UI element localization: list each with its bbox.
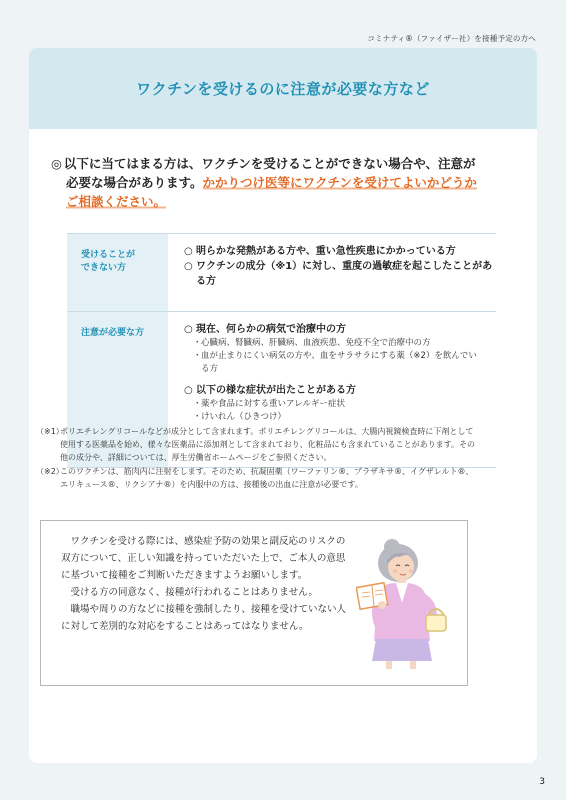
bullet-icon: ・ [193,338,202,348]
group-heading-text: 現在、何らかの病気で治療中の方 [196,324,346,335]
footnotes [36,425,481,492]
page-number: 3 [539,777,545,787]
consent-text [61,533,346,635]
list-item-text: 薬や食品に対する重いアレルギー症状 [201,399,345,409]
row-label-cannot-receive [67,234,168,311]
row-label-line: 受けることが [81,250,136,260]
intro-highlight-1: かかりつけ医等にワクチンを受けてよいかどうか [202,175,477,190]
intro-line1: 以下に当てはまる方は、ワクチンを受けることができない場合や、注意が [63,156,476,171]
footnote-number: （※1） [36,427,64,436]
group-heading [184,383,496,398]
row-label-caution: 注意が必要な方 [67,312,168,467]
intro-highlight-2: ご相談ください。 [66,194,167,209]
list-item-text: けいれん（ひきつけ） [201,412,287,422]
list-item [184,350,496,376]
bullet-icon: ・ [193,399,202,409]
page-title: ワクチンを受けるのに注意が必要な方など [136,80,430,98]
consent-box [40,520,468,686]
footnote-text: このワクチンは、筋肉内に注射をします。そのため、抗凝固薬（ワーファリン®、プラザキサ®、イグザレルト®、エリキュース®、リクシアナ®）を内服中の方は、接種後の出血に注意が必要です。 [60,467,474,489]
elderly-woman-illustration [356,533,461,673]
list-item [184,411,496,424]
group-heading-text: 以下の様な症状が出たことがある方 [196,385,356,396]
table-row-cannot-receive [67,234,496,312]
list-item [184,337,496,350]
list-item [184,259,496,289]
bullet-icon: ・ [193,412,202,422]
circle-icon: ○ [184,324,193,335]
list-item-text: ワクチンの成分（※1）に対し、重度の過敏症を起こしたことがある方 [196,261,493,287]
list-item [184,398,496,411]
row-content-cannot-receive [168,234,496,311]
double-circle-icon: ◎ [51,156,62,171]
group-heading [184,322,496,337]
circle-icon: ○ [184,385,193,396]
header-note: コミナティ®（ファイザー社）を接種予定の方へ [367,34,536,43]
list-item-text: 明らかな発熱がある方や、重い急性疾患にかかっている方 [196,246,456,257]
circle-icon: ○ [184,261,193,272]
row-label-line: できない方 [81,263,127,273]
consent-paragraph: 受ける方の同意なく、接種が行われることはありません。 [70,587,318,598]
list-item-text: 血が止まりにくい病気の方や、血をサラサラにする薬（※2）を飲んでいる方 [201,351,477,374]
bullet-icon: ・ [193,351,202,361]
footnote-number: （※2） [36,467,64,476]
list-item-text: 心臓病、腎臓病、肝臓病、血液疾患、免疫不全で治療中の方 [201,338,431,348]
title-band [29,48,537,129]
footnote-text: ポリエチレングリコールなどが成分として含まれます。ポリエチレングリコールは、大腸内視鏡検査時に下剤として使用する医薬品を始め、様々な医薬品に添加剤として含まれており、化粧品にも含まれていることがあります。その他の成分や、詳細については、厚生労働省ホームページをご参照ください。 [60,427,476,462]
list-item [184,244,496,259]
circle-icon: ○ [184,246,193,257]
intro-text [51,154,521,211]
consent-paragraph: ワクチンを受ける際には、感染症予防の効果と副反応のリスクの双方について、正しい知識を持っていただいた上で、ご本人の意思に基づいて接種をご判断いただきますようお願いします。 [61,536,346,581]
footnote-1 [36,425,481,464]
consent-paragraph: 職場や周りの方などに接種を強制したり、接種を受けていない人に対して差別的な対応をすることはあってはなりません。 [61,604,347,632]
intro-line2-plain: 必要な場合があります。 [66,175,203,190]
footnote-2 [36,465,481,491]
